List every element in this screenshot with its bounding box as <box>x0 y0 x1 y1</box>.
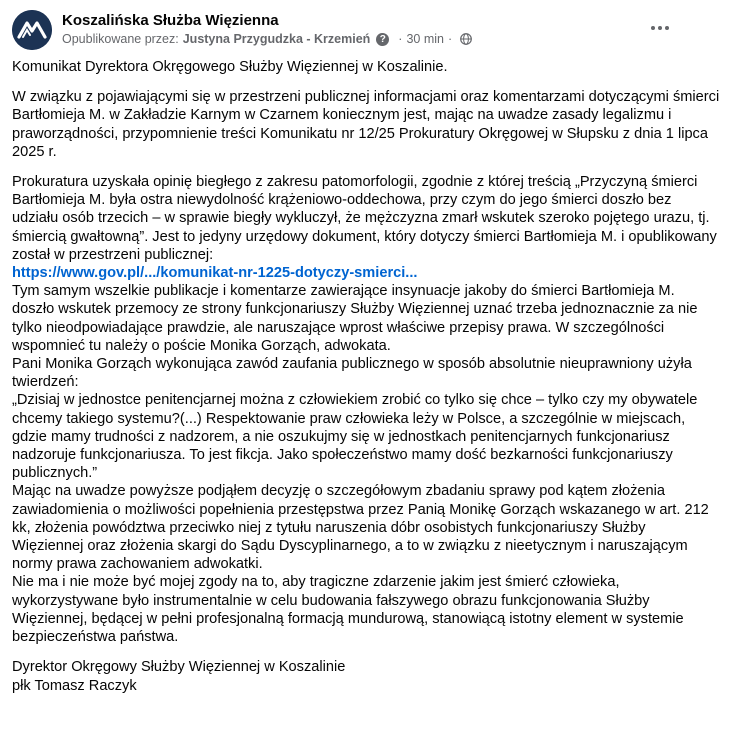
published-by-label: Opublikowane przez: <box>62 32 179 46</box>
post-meta <box>62 32 472 46</box>
link-container <box>12 264 720 282</box>
post-header <box>12 10 730 50</box>
more-horizontal-icon-dot <box>665 26 669 30</box>
post-paragraph: Tym samym wszelkie publikacje i komentarze zawierające insynuacje jakoby do śmierci Bartłomieja M. doszło wskutek przemocy ze strony funkcjonariuszy Służby Więziennej uznać trzeba jednoznacznie za nie tylko nieodpowiadające prawdzie, ale naruszające wprost właściwe przepisy prawa. W szczególności wspomnieć tu należy o poście Monika Gorząch, adwokata. <box>12 283 698 354</box>
post-paragraph: Prokuratura uzyskała opinię biegłego z zakresu patomorfologii, zgodnie z której treścią „Przyczyną śmierci Bartłomieja M. była ostra niewydolność krążeniowo-oddechowa, przy czym do jego śmierci doszło bez udziału osób trzecich – w sprawie biegły wykluczył, że mężczyzna zmarł wskutek szeroko pojętego urazu, tj. śmiercią gwałtowną”. Jest to jedyny urzędowy dokument, który dotyczy śmierci Bartłomieja M. i opublikowany został w przestrzeni publicznej: <box>12 174 717 263</box>
signature-name: płk Tomasz Raczyk <box>12 677 137 694</box>
page-name[interactable]: Koszalińska Służba Więzienna <box>62 12 279 29</box>
post-paragraph: W związku z pojawiającymi się w przestrzeni publicznej informacjami oraz komentarzami dotyczącymi śmierci Bartłomieja M. w Zakładzie Karnym w Czarnem koniecznym jest, mając na uwadze zasady legalizmu i praworządności, przypomnienie treści Komunikatu nr 12/25 Prokuratury Okręgowej w Słupsku z dnia 1 lipca 2025 r. <box>12 89 720 160</box>
question-icon[interactable]: ? <box>376 33 389 46</box>
globe-icon <box>460 33 472 45</box>
signature <box>12 658 720 694</box>
post-body <box>12 58 720 695</box>
meta-separator: · <box>398 32 403 46</box>
post-paragraph: Pani Monika Gorząch wykonująca zawód zaufania publicznego w sposób absolutnie nieuprawniony użyła twierdzeń: <box>12 356 692 391</box>
more-horizontal-icon-dot <box>658 26 662 30</box>
author-name[interactable]: Justyna Przygudzka - Krzemień <box>182 32 371 46</box>
more-horizontal-icon <box>651 26 655 30</box>
signature-title: Dyrektor Okręgowy Służby Więziennej w Koszalinie <box>12 659 346 676</box>
post-time[interactable]: 30 min <box>406 32 444 46</box>
post-paragraph-title: Komunikat Dyrektora Okręgowego Służby Więziennej w Koszalinie. <box>12 59 448 75</box>
more-options-button[interactable] <box>642 14 678 42</box>
post-quote: „Dzisiaj w jednostce penitencjarnej można z człowiekiem zrobić co tylko się chce – tylko czy my obywatele chcemy takiego systemu?(...) Respektowanie praw człowieka leży w Polsce, a szczególnie w miejscach, gdzie mamy trudności z nadzorem, a nie oszukujmy się w jednostkach penitencjarnych funkcjonariusz nadzoruje funkcjonariusza. To jest fikcja. Jako społeczeństwo mamy dość bezkarności funkcjonariuszy publicznych.” <box>12 392 698 482</box>
post-paragraph: Mając na uwadze powyższe podjąłem decyzję o szczegółowym zbadaniu sprawy pod kątem złożenia zawiadomienia o możliwości popełnienia przestępstwa przez Panią Monikę Gorząch wskazanego w art. 212 kk, złożenia powództwa przeciwko niej z tytułu naruszenia dóbr osobistych funkcjonariuszy Służby Więziennej oraz złożenia skargi do Sądu Dyscyplinarnego, a to w związku z nieetycznym i naruszającym normy prawa zachowaniem adwokatki. <box>12 483 709 573</box>
gov-link[interactable]: https://www.gov.pl/.../komunikat-nr-1225-dotyczy-smierci... <box>12 265 418 282</box>
post-paragraph: Nie ma i nie może być mojej zgody na to, aby tragiczne zdarzenie jakim jest śmierć człowieka, wykorzystywane było instrumentalnie w celu budowania fałszywego obrazu funkcjonowania Służby Więziennej, będącej w pełni profesjonalną formacją mundurową, stanowiącą istotny element w systemie bezpieczeństwa państwa. <box>12 574 684 646</box>
page-logo-icon <box>12 10 52 50</box>
meta-separator-2: · <box>448 32 453 46</box>
page-avatar[interactable] <box>12 10 52 50</box>
